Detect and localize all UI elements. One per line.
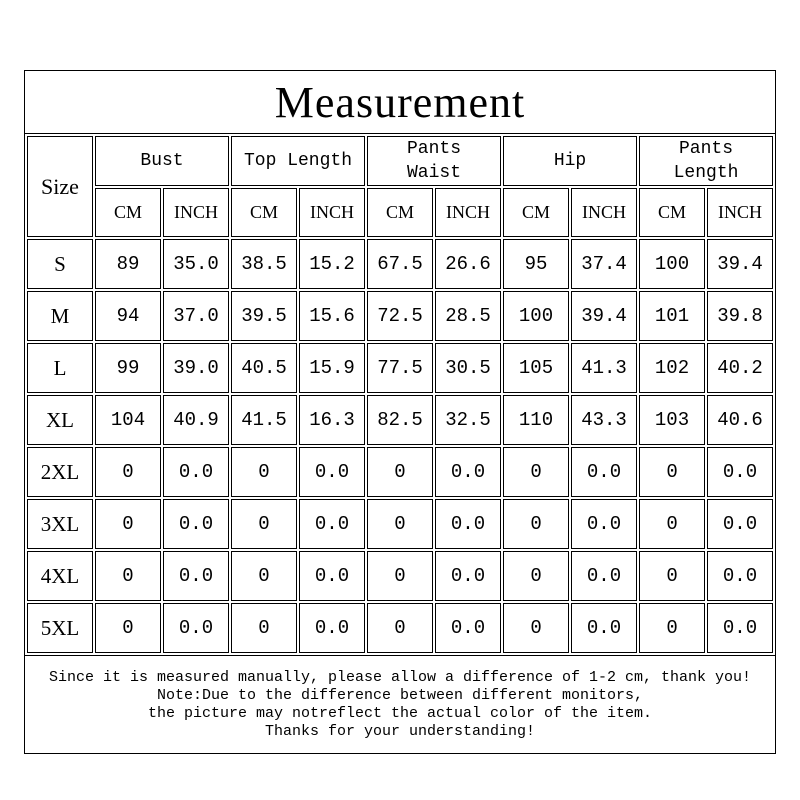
measurement-cell: 0 <box>231 603 297 653</box>
measurement-cell: 0 <box>503 603 569 653</box>
measurement-cell: 41.3 <box>571 343 637 393</box>
size-table <box>25 134 775 655</box>
measurement-cell: 35.0 <box>163 239 229 289</box>
size-column-header: Size <box>27 136 93 237</box>
measurement-cell: 110 <box>503 395 569 445</box>
measurement-cell: 15.2 <box>299 239 365 289</box>
measurement-cell: 0.0 <box>435 551 501 601</box>
size-label-cell: L <box>27 343 93 393</box>
unit-header: CM <box>231 188 297 237</box>
measurement-cell: 77.5 <box>367 343 433 393</box>
measurement-cell: 0.0 <box>707 499 773 549</box>
table-row <box>27 239 773 289</box>
table-row <box>27 291 773 341</box>
size-label-cell: 4XL <box>27 551 93 601</box>
measurement-cell: 40.5 <box>231 343 297 393</box>
size-label-cell: 5XL <box>27 603 93 653</box>
measurement-cell: 94 <box>95 291 161 341</box>
measurement-cell: 0.0 <box>571 447 637 497</box>
measurement-cell: 0.0 <box>299 447 365 497</box>
measurement-cell: 38.5 <box>231 239 297 289</box>
size-label-cell: XL <box>27 395 93 445</box>
measurement-cell: 26.6 <box>435 239 501 289</box>
measurement-cell: 0.0 <box>435 603 501 653</box>
note-box <box>25 655 775 753</box>
measurement-cell: 100 <box>639 239 705 289</box>
measurement-cell: 72.5 <box>367 291 433 341</box>
measurement-cell: 0.0 <box>299 603 365 653</box>
measurement-cell: 28.5 <box>435 291 501 341</box>
table-row <box>27 343 773 393</box>
size-label-cell: M <box>27 291 93 341</box>
group-header-bust <box>95 136 229 186</box>
measurement-cell: 41.5 <box>231 395 297 445</box>
measurement-cell: 0.0 <box>163 499 229 549</box>
measurement-cell: 39.8 <box>707 291 773 341</box>
measurement-cell: 39.4 <box>707 239 773 289</box>
title-box <box>25 71 775 134</box>
measurement-cell: 0 <box>231 447 297 497</box>
measurement-cell: 15.6 <box>299 291 365 341</box>
header-row-groups <box>27 136 773 186</box>
table-row <box>27 499 773 549</box>
size-label-cell: 2XL <box>27 447 93 497</box>
measurement-cell: 39.4 <box>571 291 637 341</box>
measurement-cell: 100 <box>503 291 569 341</box>
measurement-cell: 89 <box>95 239 161 289</box>
table-row <box>27 551 773 601</box>
measurement-cell: 0 <box>95 551 161 601</box>
measurement-cell: 102 <box>639 343 705 393</box>
measurement-cell: 0 <box>95 499 161 549</box>
group-header-line: Pants <box>407 139 462 159</box>
measurement-cell: 0.0 <box>571 603 637 653</box>
unit-header: INCH <box>571 188 637 237</box>
note-line: Note:Due to the difference between different monitors, <box>156 686 644 704</box>
group-header-line: Pants <box>679 139 734 159</box>
measurement-cell: 0 <box>503 447 569 497</box>
measurement-cell: 0 <box>367 551 433 601</box>
group-header-line: Bust <box>140 151 184 171</box>
group-header-line: Hip <box>553 151 587 171</box>
measurement-cell: 0.0 <box>435 499 501 549</box>
group-header-pants-length <box>639 136 773 186</box>
group-header-hip <box>503 136 637 186</box>
measurement-cell: 39.5 <box>231 291 297 341</box>
unit-header: CM <box>639 188 705 237</box>
measurement-cell: 103 <box>639 395 705 445</box>
measurement-cell: 0.0 <box>299 551 365 601</box>
note-line: the picture may notreflect the actual color of the item. <box>147 704 653 722</box>
measurement-cell: 0.0 <box>163 603 229 653</box>
header-row-units <box>27 188 773 237</box>
unit-header: INCH <box>163 188 229 237</box>
measurement-cell: 105 <box>503 343 569 393</box>
measurement-cell: 0.0 <box>707 551 773 601</box>
group-header-line: Waist <box>407 163 462 183</box>
measurement-cell: 67.5 <box>367 239 433 289</box>
measurement-cell: 101 <box>639 291 705 341</box>
measurement-cell: 104 <box>95 395 161 445</box>
measurement-cell: 0 <box>503 499 569 549</box>
measurement-cell: 0 <box>95 603 161 653</box>
size-label-cell: S <box>27 239 93 289</box>
measurement-cell: 0 <box>639 603 705 653</box>
measurement-cell: 0 <box>367 447 433 497</box>
measurement-cell: 0 <box>367 499 433 549</box>
measurement-cell: 16.3 <box>299 395 365 445</box>
size-label-cell: 3XL <box>27 499 93 549</box>
measurement-cell: 0 <box>367 603 433 653</box>
measurement-cell: 37.0 <box>163 291 229 341</box>
measurement-cell: 0 <box>95 447 161 497</box>
measurement-cell: 32.5 <box>435 395 501 445</box>
measurement-cell: 40.9 <box>163 395 229 445</box>
measurement-cell: 0.0 <box>707 603 773 653</box>
measurement-cell: 0.0 <box>435 447 501 497</box>
measurement-cell: 30.5 <box>435 343 501 393</box>
measurement-cell: 40.2 <box>707 343 773 393</box>
measurement-cell: 0.0 <box>163 551 229 601</box>
table-row <box>27 395 773 445</box>
measurement-cell: 43.3 <box>571 395 637 445</box>
measurement-cell: 39.0 <box>163 343 229 393</box>
measurement-cell: 0 <box>639 551 705 601</box>
measurement-cell: 0.0 <box>163 447 229 497</box>
unit-header: INCH <box>435 188 501 237</box>
measurement-cell: 0 <box>639 447 705 497</box>
unit-header: CM <box>95 188 161 237</box>
note-line: Since it is measured manually, please allow a difference of 1-2 cm, thank you! <box>48 668 752 686</box>
measurement-cell: 0.0 <box>299 499 365 549</box>
group-header-line: Length <box>673 163 739 183</box>
measurement-cell: 0.0 <box>571 551 637 601</box>
chart-title: Measurement <box>274 77 526 127</box>
measurement-cell: 82.5 <box>367 395 433 445</box>
group-header-top-length <box>231 136 365 186</box>
measurement-cell: 0 <box>231 551 297 601</box>
measurement-cell: 0.0 <box>571 499 637 549</box>
measurement-cell: 0 <box>639 499 705 549</box>
measurement-cell: 0 <box>503 551 569 601</box>
group-header-pants-waist <box>367 136 501 186</box>
measurement-cell: 95 <box>503 239 569 289</box>
measurement-cell: 0.0 <box>707 447 773 497</box>
table-row <box>27 603 773 653</box>
note-line: Thanks for your understanding! <box>264 722 536 740</box>
group-header-line: Top Length <box>243 151 353 171</box>
measurement-cell: 0 <box>231 499 297 549</box>
unit-header: CM <box>503 188 569 237</box>
measurement-cell: 15.9 <box>299 343 365 393</box>
measurement-cell: 99 <box>95 343 161 393</box>
measurement-cell: 40.6 <box>707 395 773 445</box>
unit-header: INCH <box>299 188 365 237</box>
measurement-cell: 37.4 <box>571 239 637 289</box>
table-row <box>27 447 773 497</box>
unit-header: CM <box>367 188 433 237</box>
unit-header: INCH <box>707 188 773 237</box>
